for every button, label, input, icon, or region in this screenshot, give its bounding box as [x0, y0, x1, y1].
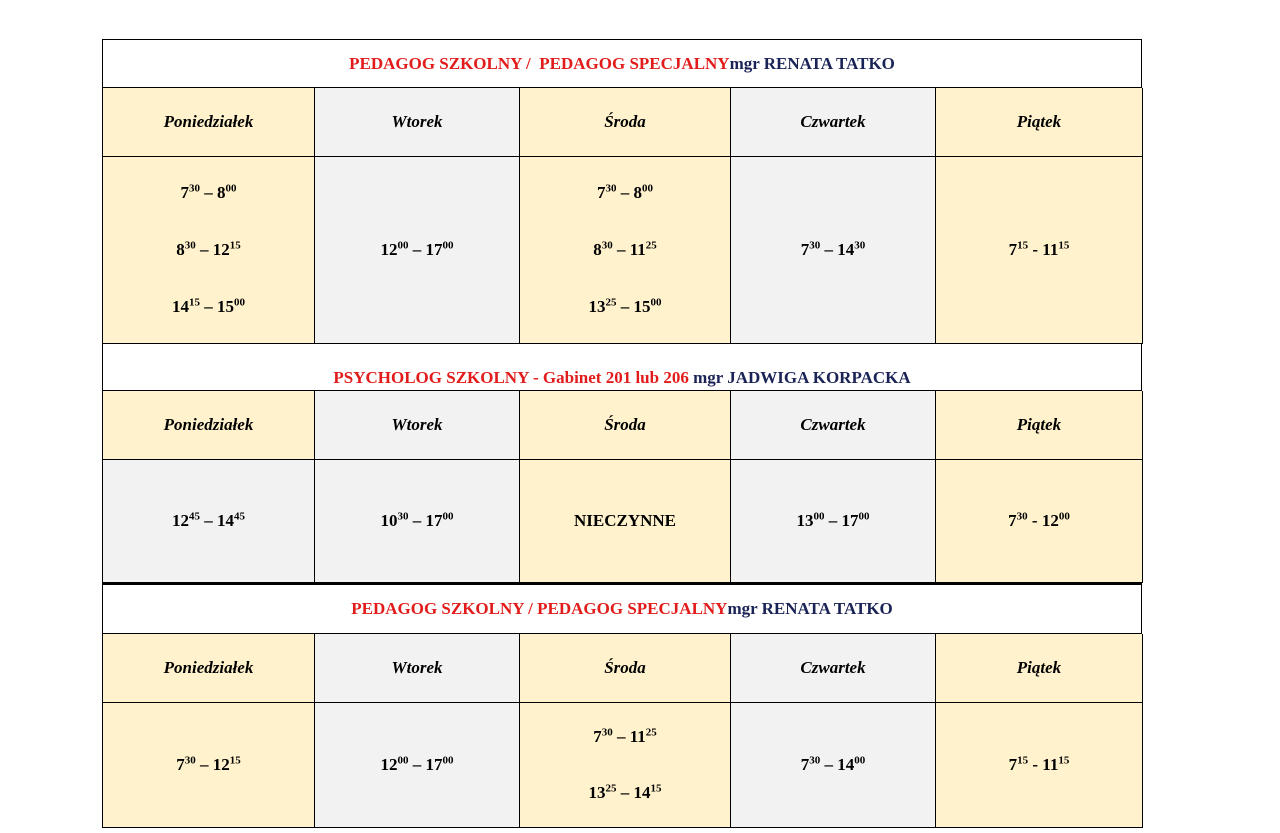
section-title-person: mgr RENATA TATKO: [729, 53, 895, 73]
time-slot: $8^{30} - 12^{15}$: [176, 239, 241, 259]
time-slot: $7^{30} - 14^{00}$: [800, 754, 866, 774]
day-header-thursday: Czwartek: [731, 88, 936, 157]
schedule-grid: [102, 87, 1142, 344]
time-slot: $12^{00} - 17^{00}$: [380, 239, 454, 259]
hours-wednesday: [520, 460, 731, 583]
time-slot: $7^{30} - 11^{25}$: [593, 726, 657, 746]
hours-friday: [936, 703, 1143, 828]
day-header-monday: Poniedziałek: [103, 88, 315, 157]
day-header-friday: Piątek: [936, 391, 1143, 460]
hours-friday: [936, 157, 1143, 344]
time-slot: $8^{30} - 11^{25}$: [593, 239, 657, 259]
time-slot: $7^{30} - 12^{15}$: [176, 754, 241, 774]
time-slot: $12^{00} - 17^{00}$: [380, 754, 454, 774]
hours-tuesday: [315, 157, 520, 344]
hours-friday: [936, 460, 1143, 583]
day-header-thursday: Czwartek: [731, 634, 936, 703]
time-slot: $12^{45} - 14^{45}$: [172, 510, 245, 530]
day-header-tuesday: Wtorek: [315, 634, 520, 703]
hours-thursday: [731, 460, 936, 583]
time-slot: $7^{30} - 14^{30}$: [800, 239, 866, 259]
section-title-role: PSYCHOLOG SZKOLNY - Gabinet 201 lub 206: [333, 368, 694, 387]
day-header-wednesday: Środa: [520, 391, 731, 460]
day-header-tuesday: Wtorek: [315, 391, 520, 460]
closed-label: NIECZYNNE: [573, 511, 677, 530]
section-pedagog-1: [102, 39, 1142, 344]
section-title: [102, 39, 1142, 87]
hours-thursday: [731, 703, 936, 828]
time-slot: $7^{15} - 11^{15}$: [1008, 754, 1070, 774]
section-title-role: PEDAGOG SZKOLNY / PEDAGOG SPECJALNY: [349, 53, 730, 73]
time-slot: $7^{30} - 8^{00}$: [180, 182, 237, 203]
hours-monday: [103, 703, 315, 828]
schedule-grid: [102, 633, 1142, 828]
schedule-document: [102, 39, 1142, 828]
time-slot: $14^{15} - 15^{00}$: [172, 295, 245, 316]
time-slot: $13^{25} - 15^{00}$: [588, 295, 662, 316]
time-slot: $7^{30} - 12^{00}$: [1008, 510, 1070, 530]
time-slot: $13^{00} - 17^{00}$: [796, 510, 870, 530]
day-header-monday: Poniedziałek: [103, 391, 315, 460]
section-title-person: mgr RENATA TATKO: [727, 599, 893, 618]
hours-wednesday: [520, 703, 731, 828]
hours-monday: [103, 157, 315, 344]
day-header-wednesday: Środa: [520, 634, 731, 703]
time-slot: $7^{15} - 11^{15}$: [1008, 239, 1070, 259]
day-header-friday: Piątek: [936, 88, 1143, 157]
section-psycholog: [102, 344, 1142, 583]
section-pedagog-2: [102, 583, 1142, 828]
hours-wednesday: [520, 157, 731, 344]
section-title: [102, 585, 1142, 633]
time-slot: $7^{30} - 8^{00}$: [597, 182, 653, 203]
schedule-grid: [102, 390, 1142, 583]
section-title: [102, 344, 1142, 390]
day-header-monday: Poniedziałek: [103, 634, 315, 703]
day-header-wednesday: Środa: [520, 88, 731, 157]
day-header-friday: Piątek: [936, 634, 1143, 703]
hours-tuesday: [315, 703, 520, 828]
time-slot: $10^{30} - 17^{00}$: [380, 510, 454, 530]
hours-tuesday: [315, 460, 520, 583]
hours-thursday: [731, 157, 936, 344]
day-header-thursday: Czwartek: [731, 391, 936, 460]
hours-monday: [103, 460, 315, 583]
section-title-person: mgr JADWIGA KORPACKA: [693, 368, 911, 387]
time-slot: $13^{25} - 14^{15}$: [588, 782, 662, 802]
day-header-tuesday: Wtorek: [315, 88, 520, 157]
section-title-role: PEDAGOG SZKOLNY / PEDAGOG SPECJALNY: [351, 599, 728, 618]
